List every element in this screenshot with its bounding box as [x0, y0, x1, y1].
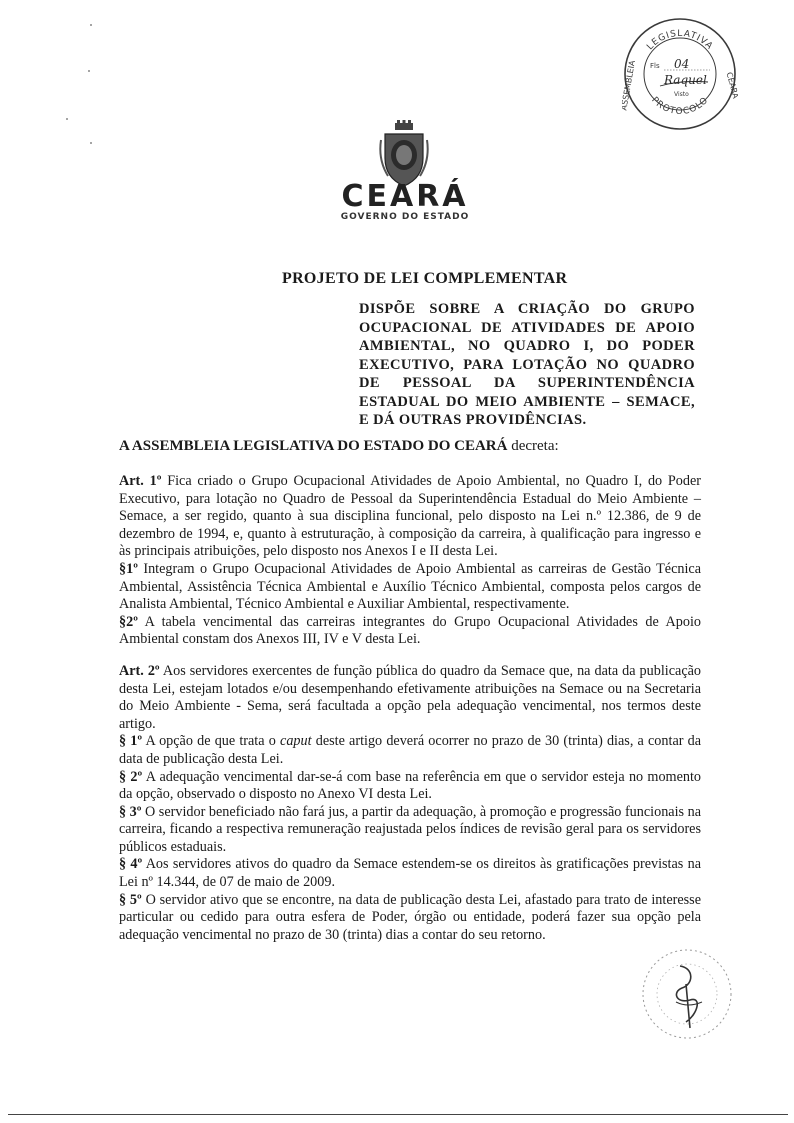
art2-label: Art. 2º — [119, 662, 160, 679]
art1-p1-text: Integram o Grupo Ocupacional Atividades de Apoio Ambiental as carreiras de Gestão Técnica Ambiental, Assistência Técnica Ambiental e Auxílio Técnico Ambiental, composta pelos cargos de Analista Ambiental, Técnico Ambiental e Auxiliar Ambiental, respectivamente. — [119, 560, 701, 613]
document-body — [119, 473, 701, 944]
art1-p2-text: A tabela vencimental das carreiras integrantes do Grupo Ocupacional Atividades de Apoio Ambiental constam dos Anexos III, IV e V desta Lei. — [119, 613, 701, 648]
scan-speck — [66, 118, 68, 120]
art2-paragraph-1 — [119, 733, 701, 768]
art2-paragraph-3 — [119, 804, 701, 857]
art2-p4-text: Aos servidores ativos do quadro da Semace estendem-se os direitos às gratificações previstas na Lei nº 14.344, de 07 de maio de 2009. — [119, 856, 702, 891]
art1-paragraph-1 — [119, 561, 701, 614]
art2-text: Aos servidores exercentes de função pública do quadro da Semace que, na data da publicação desta Lei, estejam lotados e/ou desempenhando efetivamente atribuições na Semace ou na Secretaria do Meio Ambiente - Sema, será facultada a opção pela adequação vencimental, nos termos deste artigo. — [119, 662, 702, 732]
stamp-signature: Raquel — [664, 73, 707, 87]
stamp-ring-left: ASSEMBLEIA — [622, 59, 637, 112]
svg-text:LEGISLATIVA — [645, 29, 714, 52]
art1-text: Fica criado o Grupo Ocupacional Atividades de Apoio Ambiental, no Quadro I, do Poder Executivo, para lotação no Quadro de Pessoal da Superintendência Estadual do Meio Ambiente – Semace, a ser regido, quanto à sua disciplina funcional, pelo disposto na Lei n.º 12.386, de 9 de dezembro de 1994, e, quanto à estruturação, à composição da carreira, à qualificação para ingresso e às principais atribuições, pelo disposto nos Anexos I e II desta Lei. — [119, 473, 702, 560]
art1-paragraph-2 — [119, 614, 701, 649]
stamp-ring-top: LEGISLATIVA — [645, 28, 715, 53]
enacting-body: A ASSEMBLEIA LEGISLATIVA DO ESTADO DO CEARÁ — [119, 438, 508, 454]
art1-label: Art. 1º — [119, 473, 162, 489]
art2-p3-text: O servidor beneficiado não fará jus, a partir da adequação, à promoção e progressão funcionais na carreira, ficando a respectiva remuneração reajustada pelos índices de revisão geral para os servidores públicos estaduais. — [119, 803, 701, 855]
art1-p1-label: §1º — [119, 560, 138, 577]
government-label: GOVERNO DO ESTADO — [340, 212, 470, 222]
art2-p2-label: § 2º — [119, 768, 143, 785]
art1-p2-label: §2º — [119, 613, 138, 630]
art2-p2-text: A adequação vencimental dar-se-á com base na referência em que o servidor esteja no momento da opção, observado o disposto no Anexo VI desta Lei. — [119, 768, 702, 803]
art2-paragraph-5 — [119, 892, 701, 945]
protocol-stamp — [622, 16, 738, 132]
scan-speck — [90, 142, 92, 144]
document-title: PROJETO DE LEI COMPLEMENTAR — [282, 270, 568, 287]
art1-caput — [119, 473, 701, 561]
art2-p5-text: O servidor ativo que se encontre, na data de publicação desta Lei, afastado para trato de interesse particular ou cedido para outra esfera de Poder, órgão ou entidade, poderá fazer sua opção pela adequação vencimental no prazo de 30 (trinta) dias a contar do seu retorno. — [119, 891, 701, 943]
ementa: DISPÕE SOBRE A CRIAÇÃO DO GRUPO OCUPACIONAL DE ATIVIDADES DE APOIO AMBIENTAL, NO QUADRO I, DO PODER EXECUTIVO, PARA LOTAÇÃO NO QUADRO DE PESSOAL DA SUPERINTENDÊNCIA ESTADUAL DO MEIO AMBIENTE – SEMACE, E DÁ OUTRAS PROVIDÊNCIAS. — [359, 301, 695, 428]
state-name: CEARÁ — [341, 179, 469, 214]
art2-p1-label: § 1º — [119, 733, 143, 750]
stamp-ring-right: CEARÁ — [724, 71, 738, 100]
art2-paragraph-4 — [119, 856, 701, 891]
scan-speck — [88, 70, 90, 72]
government-brand — [330, 180, 480, 222]
enacting-verb: decreta: — [511, 438, 559, 454]
art2-paragraph-2 — [119, 769, 701, 804]
stamp-fls-label: Fls — [650, 62, 660, 70]
scan-speck — [90, 24, 92, 26]
page-bottom-rule — [8, 1114, 788, 1115]
art2-p1-italic: caput — [280, 733, 312, 750]
art2-p4-label: § 4º — [119, 856, 143, 873]
state-crest-icon — [378, 120, 430, 188]
svg-text:PROTOCOLO — [649, 95, 711, 117]
stamp-visto-label: Visto — [674, 91, 689, 98]
enacting-clause — [119, 438, 559, 455]
art2-p5-label: § 5º — [119, 891, 142, 908]
art2-caput — [119, 663, 701, 733]
rubric-signature-icon — [632, 944, 742, 1044]
stamp-fls-value: 04 — [674, 57, 690, 71]
stamp-ring-bottom: PROTOCOLO — [649, 95, 711, 118]
art2-p3-label: § 3º — [119, 803, 142, 820]
art2-p1-after: deste artigo deverá ocorrer no prazo de 30 (trinta) dias, a contar da data de publicação desta Lei. — [119, 733, 702, 767]
art2-p1-before: A opção de que trata o — [145, 733, 276, 750]
